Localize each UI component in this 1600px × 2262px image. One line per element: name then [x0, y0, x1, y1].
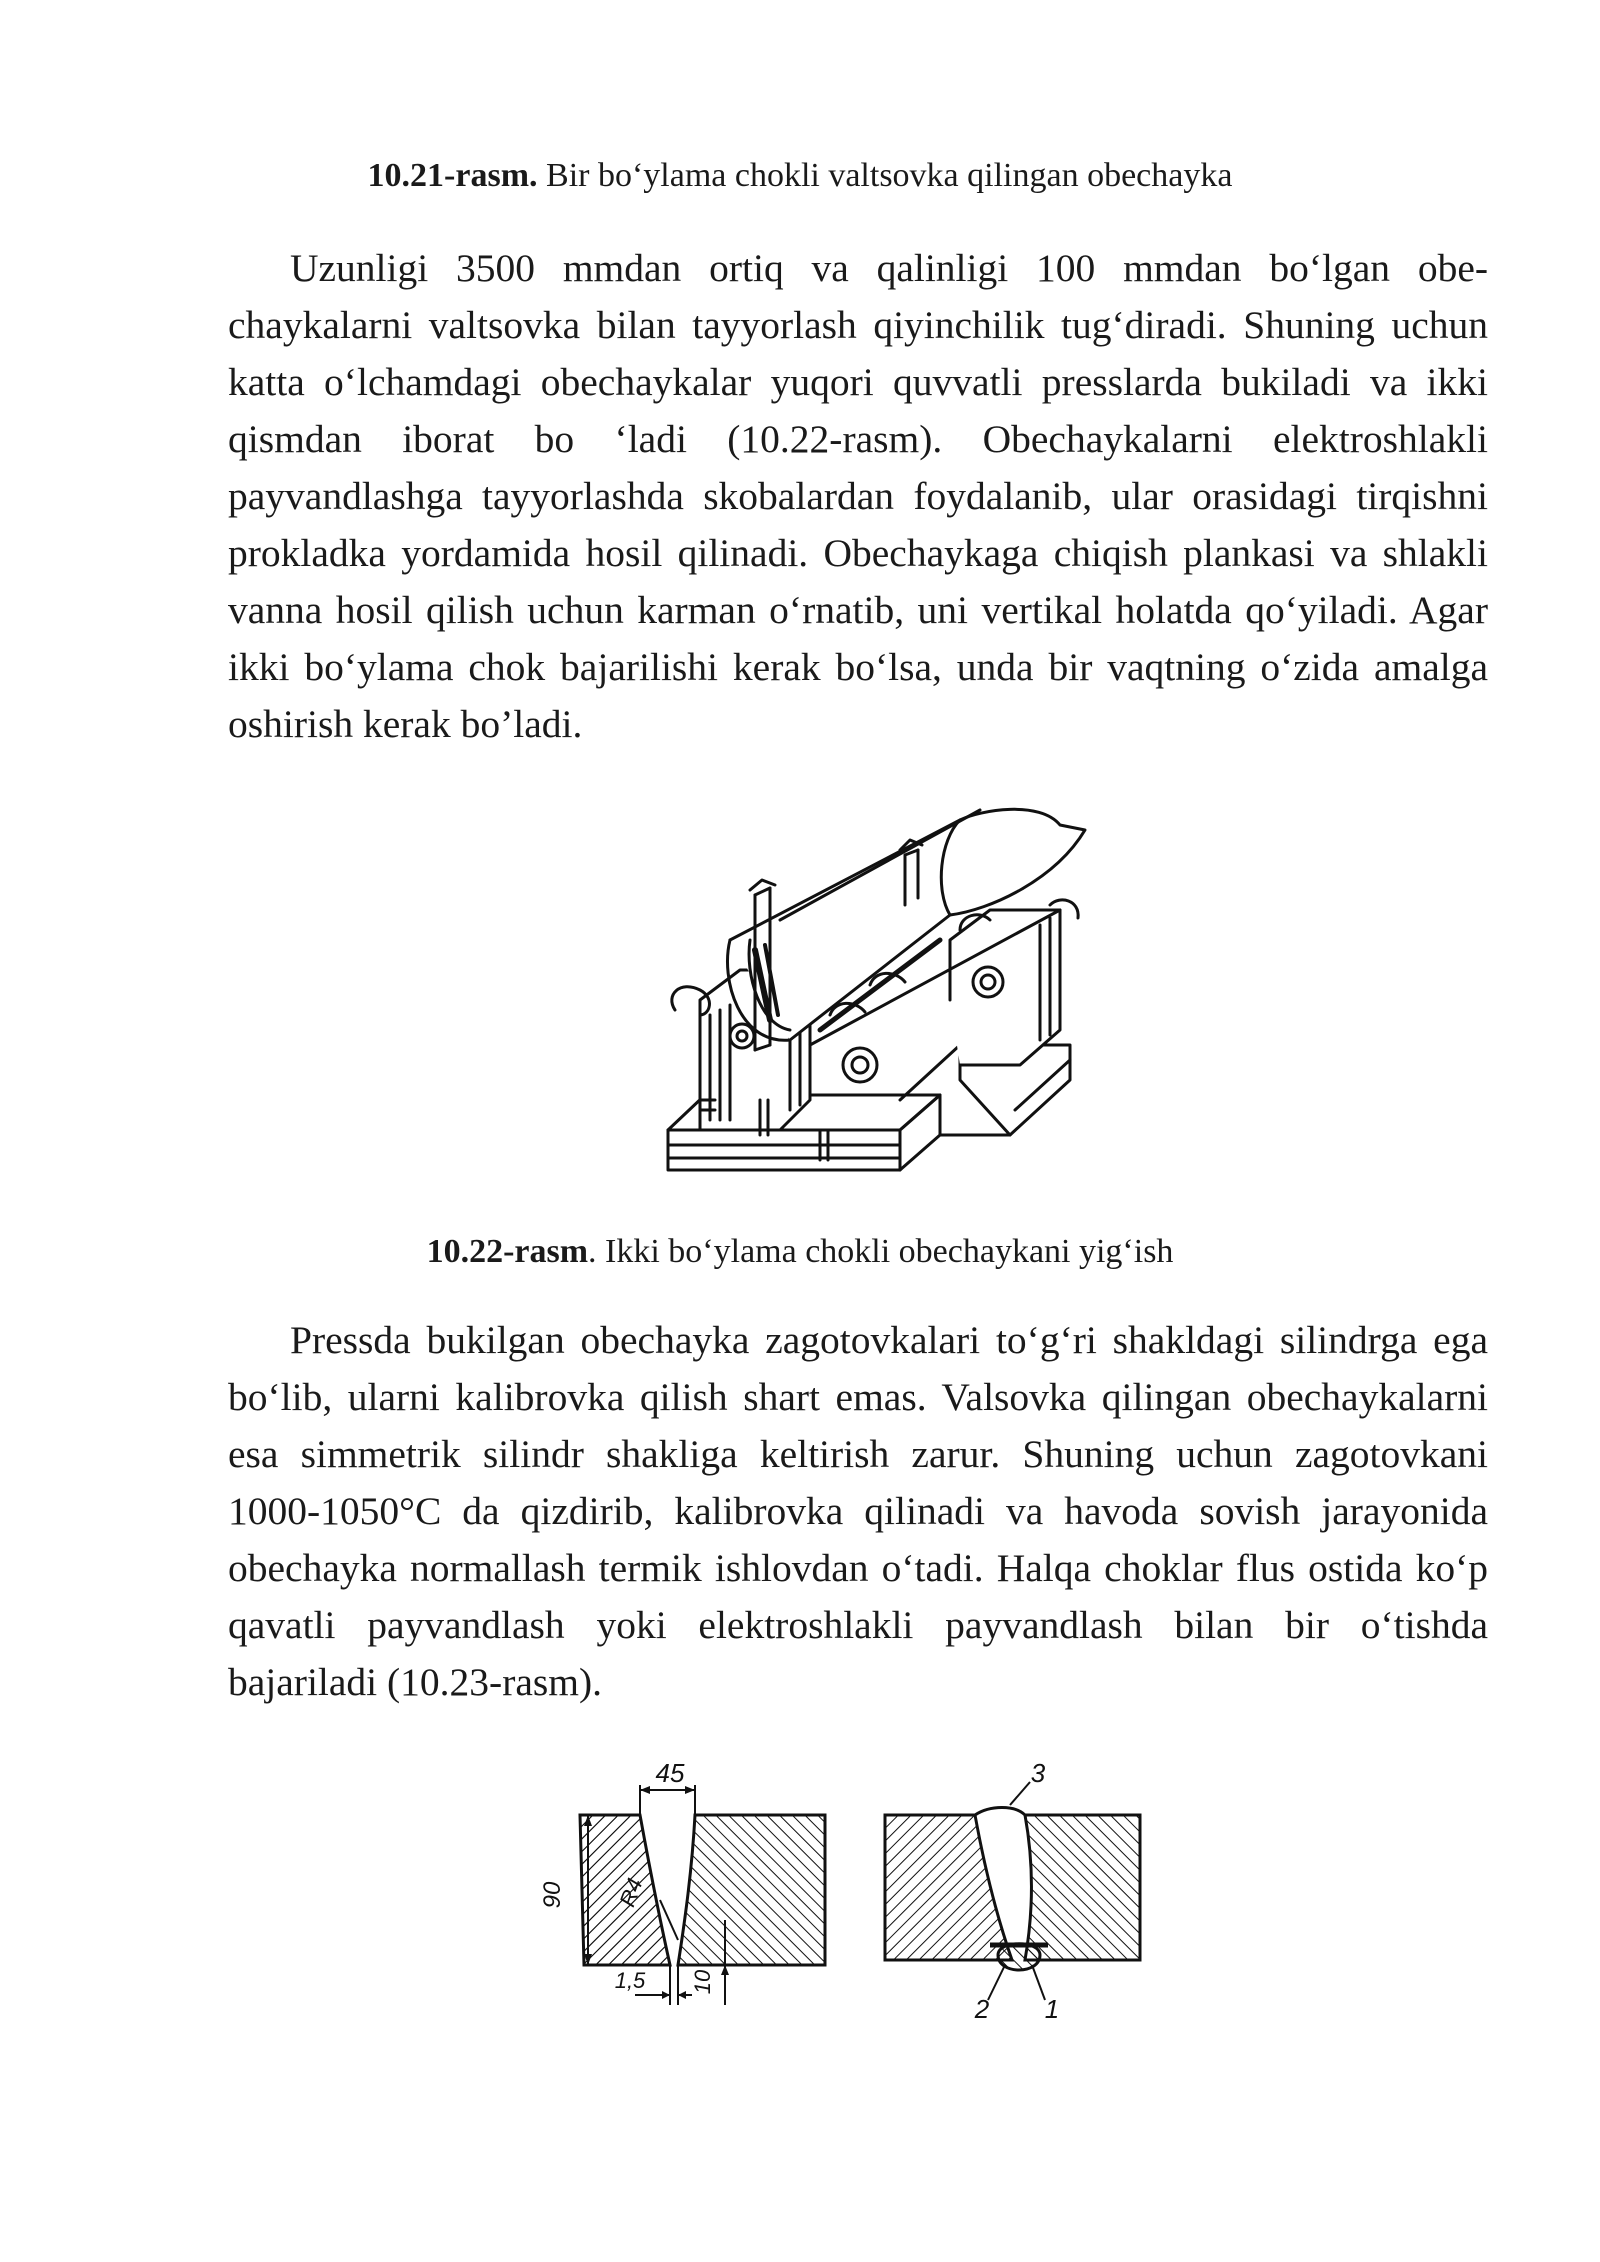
figure-shell-assembly-illustration [660, 800, 1100, 1180]
caption-number: 10.22-rasm [426, 1233, 589, 1270]
figure-weld-joint-sections [520, 1760, 1160, 2020]
callout-3: 3 [1030, 1760, 1046, 1788]
caption-number: 10.21-rasm. [367, 157, 538, 194]
callout-2: 2 [974, 1994, 990, 2020]
callout-1: 1 [1044, 1994, 1060, 2020]
weld-joint-drawing [520, 1760, 1160, 2020]
caption-text: Bir bo‘ylama chokli valtsovka qilingan obechayka [537, 157, 1233, 194]
figure-caption-10-21 [0, 156, 1600, 196]
dim-label-gap: 1,5 [614, 1968, 646, 1993]
caption-text: . Ikki bo‘ylama chokli obechaykani yig‘ish [588, 1233, 1174, 1270]
dim-label-r4: R4 [614, 1874, 648, 1910]
body-paragraph-1: Uzunligi 3500 mmdan ortiq va qalinligi 100 mmdan bo‘lgan obe-chaykalarni valtsovka bilan tayyorlash qiyinchilik tug‘diradi. Shuning uchun katta o‘lchamdagi obechaykalar yuqori quvvatli presslarda bukiladi va ikki qismdan iborat bo ‘ladi (10.22-rasm). Obechaykalarni elektroshlakli payvandlashga tayyorlashda skobalardan foydalanib, ular orasidagi tirqishni prokladka yordamida hosil qilinadi. Obechaykaga chiqish plankasi va shlakli vanna hosil qilish uchun karman o‘rnatib, uni vertikal holatda qo‘yiladi. Agar ikki bo‘ylama chok bajarilishi kerak bo‘lsa, unda bir vaqtning o‘zida amalga oshirish kerak bo’ladi. [228, 246, 1488, 746]
dim-label-90: 90 [539, 1881, 566, 1909]
shell-assembly-drawing [660, 800, 1100, 1180]
completed-weld-section [885, 1782, 1140, 2000]
dim-label-root: 10 [690, 1969, 715, 1995]
figure-caption-10-22 [0, 1232, 1600, 1272]
body-paragraph-2: Pressda bukilgan obechayka zagotovkalari to‘g‘ri shakldagi silindrga ega bo‘lib, ularni kalibrovka qilish shart emas. Valsovka qilingan obechaykalarni esa simmetrik silindr shakliga keltirish zarur. Shuning uchun zagotovkani 1000-1050°C da qizdirib, kalibrovka qilinadi va havoda sovish jarayonida obechayka normallash termik ishlovdan o‘tadi. Halqa choklar flus ostida ko‘p qavatli payvandlash yoki elektroshlakli payvandlash bilan bir o‘tishda bajariladi (10.23-rasm). [228, 1318, 1488, 1704]
dim-label-45: 45 [655, 1760, 685, 1788]
